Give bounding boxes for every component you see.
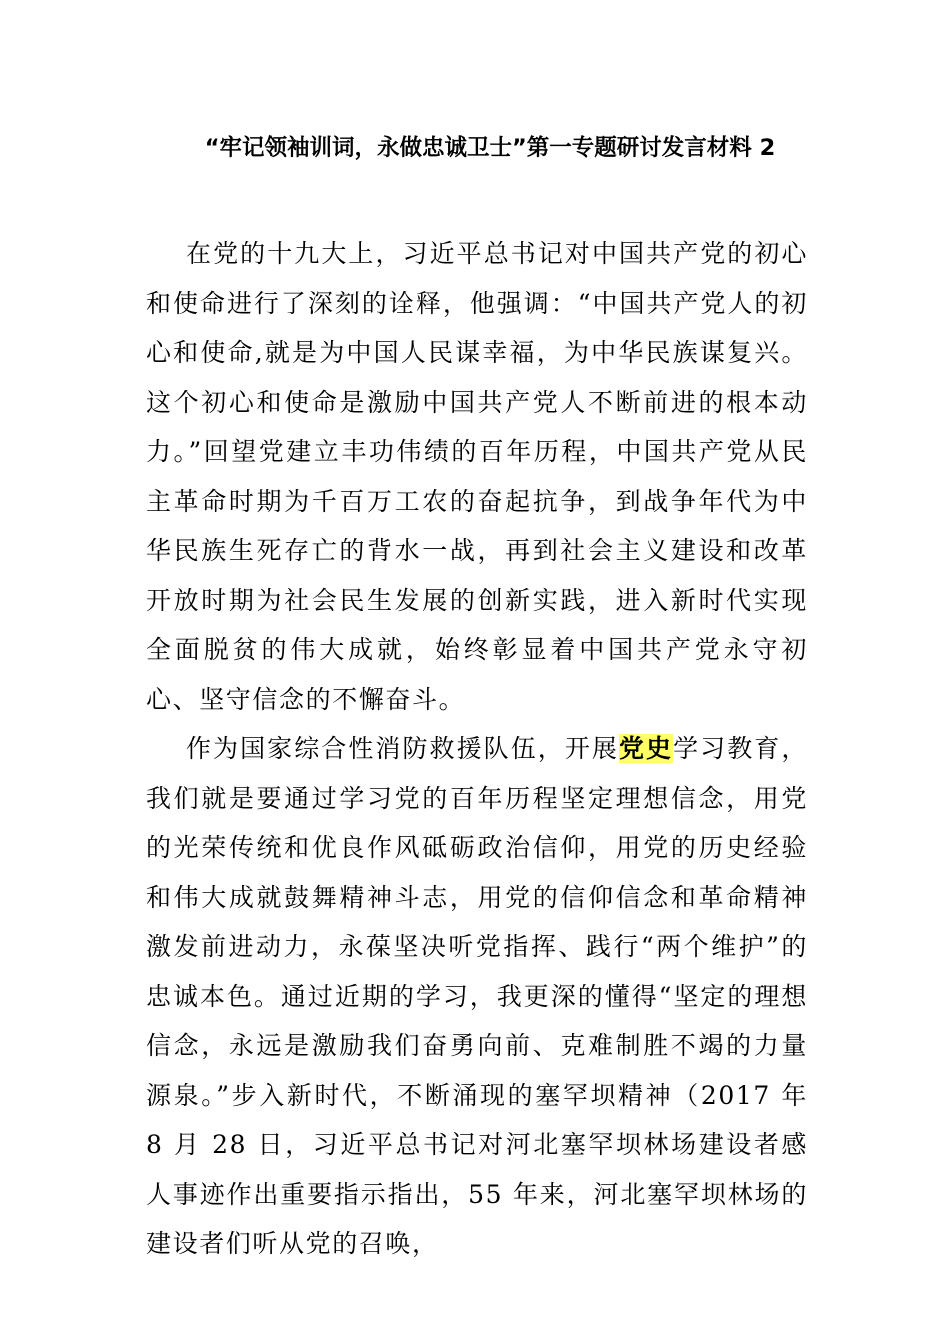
document-title: “牢记领袖训词，永做忠诚卫士”第一专题研讨发言材料 2: [204, 135, 776, 161]
paragraph-2-text-rest: 学习教育，我们就是要通过学习党的百年历程坚定理想信念，用党的光荣传统和优良作风砥砺政治信仰，用党的历史经验和伟大成就鼓舞精神斗志，用党的信仰信念和革命精神激发前进动力，永葆坚决听党指挥、践行“两个维护”的忠诚本色。通过近期的学习，我更深的懂得“坚定的理想信念，永远是激励我们奋勇向前、克难制胜不竭的力量源泉。”步入新时代，不断涌现的塞罕坝精神（2017 年 8 月 28 日，习近平总书记对河北塞罕坝林场建设者感人事迹作出重要指示指出，55 年来，河北塞罕坝林场的建设者们听从党的召唤，: [146, 734, 808, 1258]
highlighted-keyword: 党史: [619, 734, 674, 763]
paragraph-2-text-start: 作为国家综合性消防救援队伍，开展: [186, 734, 619, 763]
document-body: [146, 229, 808, 1269]
paragraph-1: 在党的十九大上，习近平总书记对中国共产党的初心和使命进行了深刻的诠释，他强调：“中国共产党人的初心和使命,就是为中国人民谋幸福，为中华民族谋复兴。这个初心和使命是激励中国共产党人不断前进的根本动力。”回望党建立丰功伟绩的百年历程，中国共产党从民主革命时期为千百万工农的奋起抗争，到战争年代为中华民族生死存亡的背水一战，再到社会主义建设和改革开放时期为社会民生发展的创新实践，进入新时代实现全面脱贫的伟大成就，始终彰显着中国共产党永守初心、坚守信念的不懈奋斗。: [146, 239, 808, 714]
paragraph-2: [146, 724, 808, 1269]
